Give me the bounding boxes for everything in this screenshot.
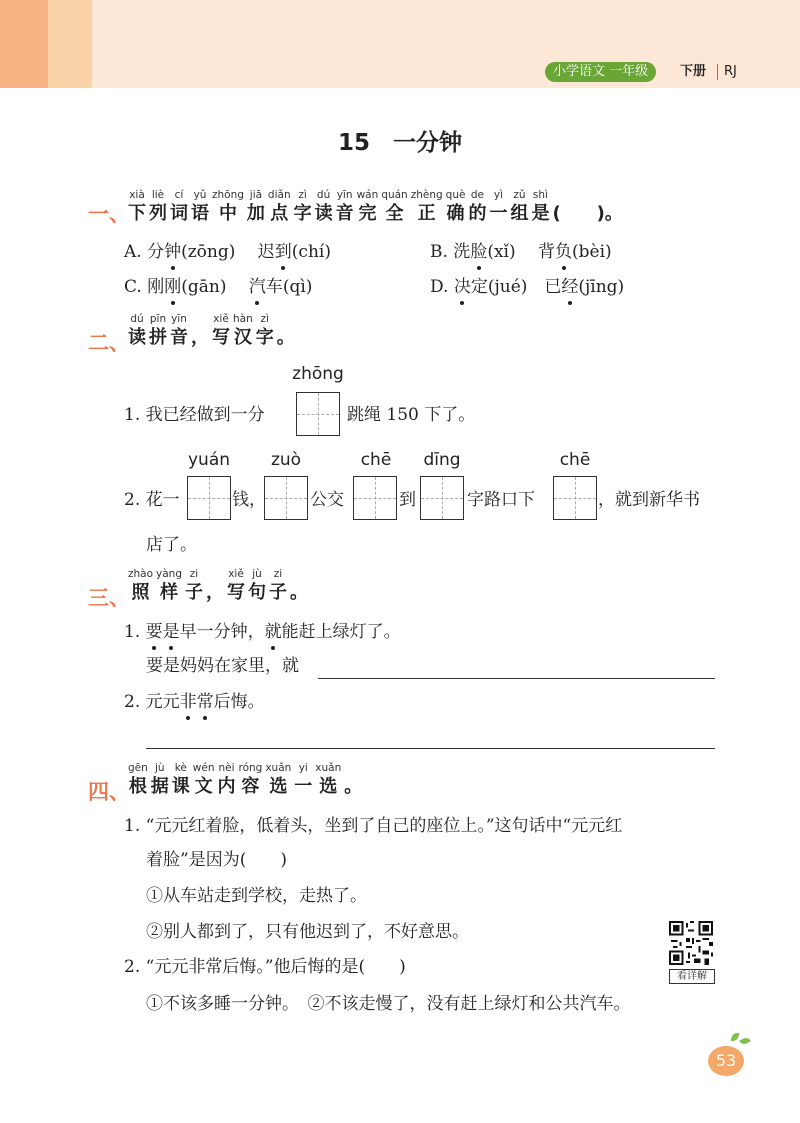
answer-grid-box[interactable] (420, 476, 464, 520)
ruby-char: xià 下 (128, 189, 146, 224)
answer-line[interactable] (146, 748, 715, 749)
ruby-char: yīn 音 (335, 189, 354, 224)
ruby-char: yàng 样 (156, 568, 182, 603)
choice-option: ②别人都到了，只有他迟到了，不好意思。 (146, 922, 469, 942)
answer-grid-box[interactable] (553, 476, 597, 520)
pinyin-hint: dīng (423, 450, 461, 470)
ruby-char: gēn 根 (128, 762, 148, 797)
question-text: 公交 (310, 490, 344, 510)
question-text: 2. “元元非常后悔。”他后悔的是( ) (124, 957, 406, 977)
qr-label: 看详解 (669, 969, 715, 984)
section-heading (128, 567, 311, 605)
ruby-char: wén 文 (192, 762, 215, 797)
section-heading (128, 188, 626, 226)
answer-line[interactable] (318, 678, 715, 679)
ruby-char: shì 是 (531, 189, 550, 224)
question-text: 钱， (232, 490, 266, 510)
ruby-char: ， (191, 327, 209, 348)
ruby-char: zhōng 中 (212, 189, 244, 224)
ruby-char: nèi 内 (217, 762, 236, 797)
pinyin-hint: zuò (270, 450, 302, 470)
ruby-char: xiě 写 (212, 313, 230, 348)
option-c: C. 刚刚(gān) 汽车(qì) (124, 277, 313, 297)
divider (717, 64, 718, 80)
question-text: 着脸”是因为( ) (146, 850, 287, 870)
ruby-char: quán 全 (381, 189, 408, 224)
ruby-char: de 的 (468, 189, 487, 224)
ruby-char: wán 完 (356, 189, 379, 224)
ruby-char: 。 (344, 776, 363, 797)
ruby-char: xuǎn 选 (315, 762, 342, 797)
answer-grid-box[interactable] (187, 476, 231, 520)
answer-grid-box[interactable] (296, 392, 340, 436)
ruby-char: 。 (276, 327, 295, 348)
prompt-text: 要是妈妈在家里，就 (146, 656, 299, 676)
ruby-char: xiě 写 (227, 568, 245, 603)
ruby-char: róng 容 (238, 762, 263, 797)
question-text: 1. 我已经做到一分 (124, 405, 265, 425)
volume-label: 下册 (680, 64, 707, 79)
ruby-char: diǎn 点 (267, 189, 291, 224)
header-stripe (0, 0, 48, 88)
question-text: 到 (399, 490, 416, 510)
section-number: 三、 (88, 586, 130, 610)
question-text: 跳绳 150 下了。 (347, 405, 476, 425)
question-text: 字路口下 (467, 490, 535, 510)
pinyin-hint: chē (559, 450, 591, 470)
choice-option: ①不该多睡一分钟。 ②不该走慢了，没有赶上绿灯和公共汽车。 (146, 994, 631, 1014)
question-text: 1. “元元红着脸，低着头，坐到了自己的座位上。”这句话中“元元红 (124, 816, 623, 836)
leaf-icon (739, 1036, 751, 1046)
ruby-char: zǔ 组 (510, 189, 529, 224)
ruby-char: yǔ 语 (191, 189, 209, 224)
prompt-text: 2. 元元非常后悔。 (124, 692, 265, 712)
ruby-char: jù 据 (150, 762, 169, 797)
ruby-char: zhào 照 (128, 568, 154, 603)
ruby-char: què 确 (445, 189, 466, 224)
question-text: 2. 花一 (124, 490, 180, 510)
ruby-char: dú 读 (314, 189, 333, 224)
question-text: ，就到新华书 (598, 490, 700, 510)
answer-grid-box[interactable] (353, 476, 397, 520)
page-number: 53 (708, 1046, 744, 1076)
ruby-char: zi 子 (269, 568, 287, 603)
option-a: A. 分钟(zōng) 迟到(chí) (124, 242, 331, 262)
section-heading (128, 312, 298, 350)
ruby-char: zì 字 (293, 189, 312, 224)
ruby-char: 。 (290, 582, 308, 603)
ruby-char: ， (206, 582, 224, 603)
lesson-title: 15 一分钟 (337, 130, 462, 156)
ruby-char: jù 句 (248, 568, 266, 603)
answer-grid-box[interactable] (264, 476, 308, 520)
ruby-char: yīn 音 (170, 313, 188, 348)
choice-option: ①从车站走到学校，走热了。 (146, 886, 367, 906)
ruby-char: dú 读 (128, 313, 146, 348)
question-text: 店了。 (146, 535, 197, 555)
ruby-char: hàn 汉 (233, 313, 253, 348)
leaf-icon (730, 1031, 739, 1042)
section-number: 四、 (88, 780, 130, 804)
pinyin-hint: chē (360, 450, 392, 470)
header-stripe (48, 0, 92, 88)
section-number: 二、 (88, 331, 130, 355)
example-sentence: 1. 要是早一分钟，就能赶上绿灯了。 (124, 622, 401, 642)
ruby-char: zi 子 (185, 568, 203, 603)
subject-badge: 小学语文 一年级 (545, 62, 656, 82)
section-heading (128, 761, 365, 799)
answer-paren[interactable]: ( )。 (552, 203, 623, 224)
pinyin-hint: zhōng (292, 364, 344, 384)
option-b: B. 洗脸(xǐ) 背负(bèi) (430, 242, 612, 262)
option-d: D. 决定(jué) 已经(jīng) (430, 277, 625, 297)
ruby-char: yi 一 (294, 762, 313, 797)
qr-code-icon[interactable] (669, 921, 713, 965)
section-number: 一、 (88, 202, 130, 226)
ruby-char: cí 词 (170, 189, 188, 224)
ruby-char: jiā 加 (246, 189, 265, 224)
ruby-char: pīn 拼 (149, 313, 167, 348)
pinyin-hint: yuán (187, 450, 231, 470)
ruby-char: liè 列 (149, 189, 167, 224)
ruby-char: kè 课 (171, 762, 190, 797)
ruby-char: yì 一 (489, 189, 508, 224)
ruby-char: zhèng 正 (410, 189, 443, 224)
ruby-char: xuǎn 选 (265, 762, 292, 797)
ruby-char: zì 字 (255, 313, 274, 348)
edition-label: RJ (724, 64, 737, 79)
